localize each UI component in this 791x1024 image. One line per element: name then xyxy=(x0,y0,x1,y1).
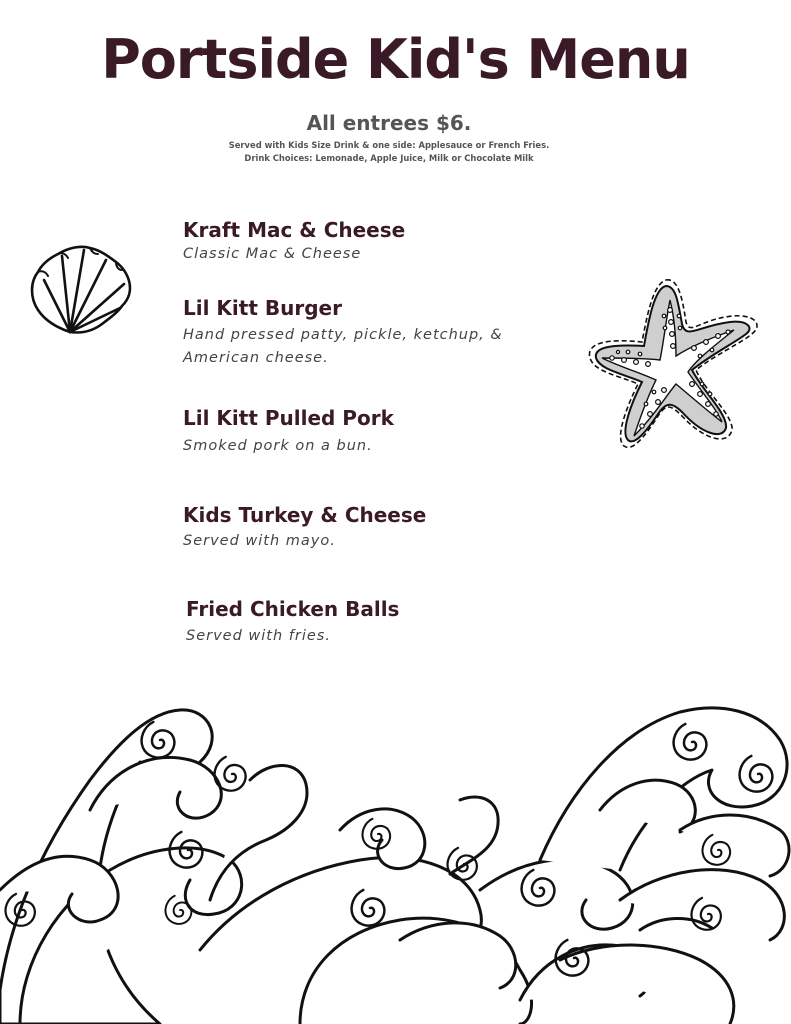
sides-note: Served with Kids Size Drink & one side: Applesauce or French Fries. xyxy=(228,140,550,150)
price-line: All entrees $6. xyxy=(306,111,472,135)
menu-item-description: Smoked pork on a bun. xyxy=(183,438,373,454)
drinks-note: Drink Choices: Lemonade, Apple Juice, Milk or Chocolate Milk xyxy=(244,153,534,163)
menu-item-name: Kids Turkey & Cheese xyxy=(183,503,427,527)
ocean-waves-illustration xyxy=(0,700,791,1024)
menu-item-description: Hand pressed patty, pickle, ketchup, & American cheese. xyxy=(183,327,503,366)
menu-item-description: Served with mayo. xyxy=(183,533,336,549)
menu-title: Portside Kid's Menu xyxy=(101,28,690,91)
menu-item-name: Lil Kitt Pulled Pork xyxy=(183,406,394,430)
menu-item-name: Lil Kitt Burger xyxy=(183,296,342,320)
menu-item-name: Fried Chicken Balls xyxy=(186,597,400,621)
menu-item-description: Served with fries. xyxy=(186,628,331,644)
starfish-icon xyxy=(584,276,764,454)
menu-item-description: Classic Mac & Cheese xyxy=(183,246,362,262)
menu-item-name: Kraft Mac & Cheese xyxy=(183,218,406,242)
seashell-icon xyxy=(28,240,136,338)
